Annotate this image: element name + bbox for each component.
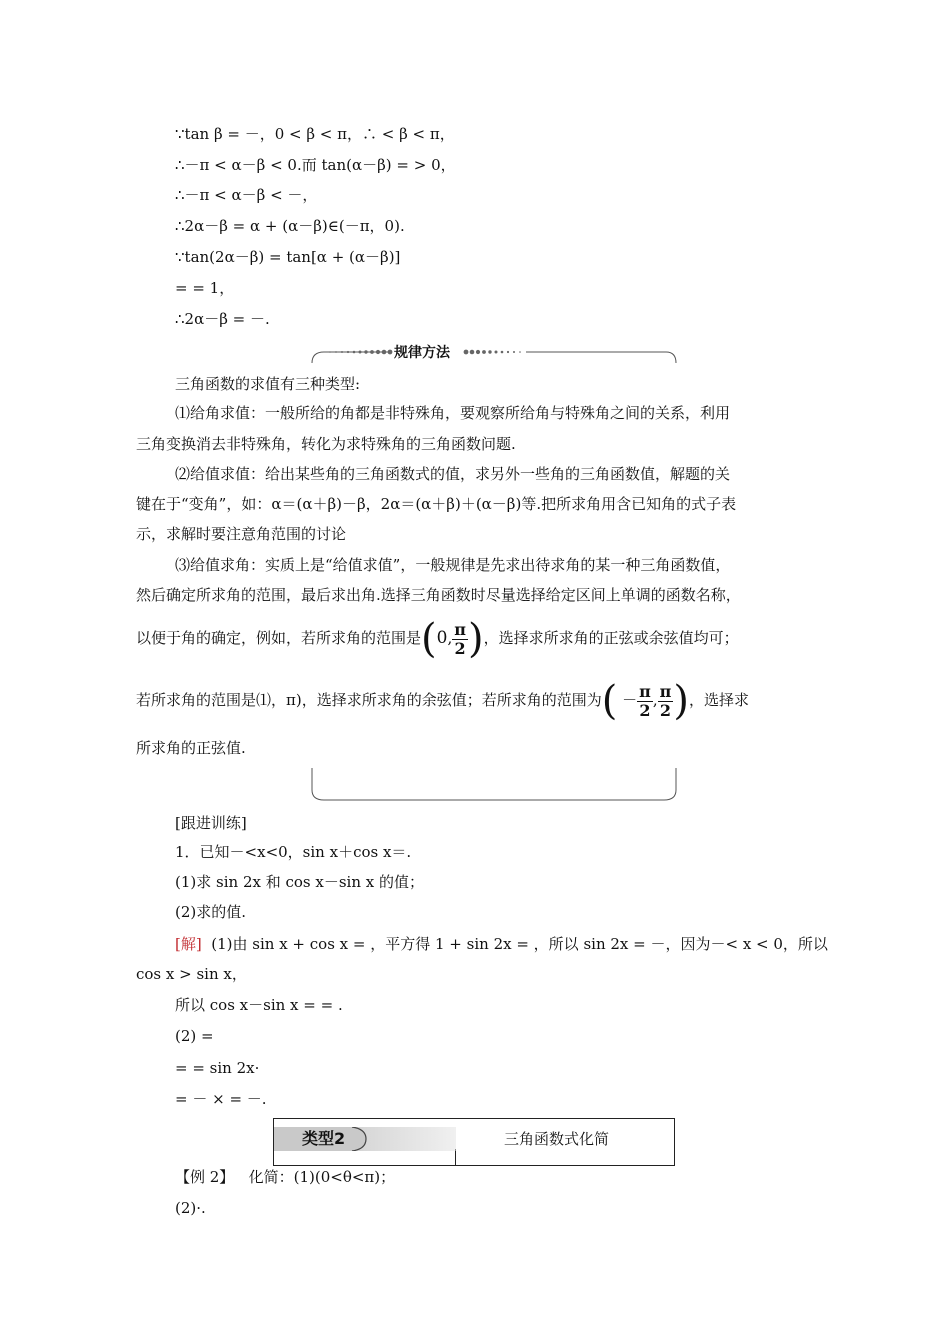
method-p3-line-4-tail: ，选择求: [688, 691, 749, 709]
solution-tag: [解]: [175, 935, 202, 953]
solution-text-5: = = sin 2x·: [175, 1059, 260, 1077]
method-p1-line-1: ⑴给角求值：一般所给的角都是非特殊角，要观察所给角与特殊角之间的关系，利用: [175, 404, 731, 422]
method-box-top-frame: [310, 346, 678, 364]
practice-question-1: 1．已知－<x<0，sin x＋cos x＝.: [175, 843, 412, 861]
solution-text-1: (1)由 sin x + cos x = ，平方得 1 + sin 2x = ，所以 sin 2x = －，因为－< x < 0，所以: [211, 935, 828, 953]
type-tag-label: 类型2: [302, 1129, 346, 1148]
pi-over-two-fraction: $\frac{\pi}{2}$: [454, 619, 466, 658]
type-section-title: 三角函数式化简: [504, 1130, 610, 1148]
solution-first-line: [175, 934, 828, 954]
neg-pi-over-two-fraction: $\frac{\pi}{2}$: [639, 681, 651, 720]
method-p2-line-2: 键在于“变角”，如：α＝(α＋β)－β，2α＝(α＋β)＋(α－β)等.把所求角用含已知角的式子表: [136, 495, 737, 513]
solution-line-3: ∴－π < α－β < －，: [175, 186, 318, 204]
method-p1-line-2: 三角变换消去非特殊角，转化为求特殊角的三角函数问题.: [136, 435, 516, 453]
practice-question-1a: (1)求 sin 2x 和 cos x－sin x 的值；: [175, 873, 424, 891]
method-box-title: 规律方法: [394, 345, 450, 361]
example-label: 【例 2】: [175, 1168, 235, 1186]
right-paren: ): [467, 616, 484, 662]
method-p3-line-2: 然后确定所求角的范围，最后求出角.选择三角函数时尽量选择给定区间上单调的函数名称，: [136, 586, 741, 604]
practice-question-1b: (2)求的值.: [175, 903, 247, 921]
method-intro: 三角函数的求值有三种类型:: [175, 375, 361, 393]
solution-line-5: ∵tan(2α－β) = tan[α + (α－β)]: [175, 248, 401, 266]
solution-text-6: = － × = －.: [175, 1090, 267, 1108]
example-part-2: (2)·.: [175, 1199, 206, 1217]
type-divider: [455, 1151, 456, 1166]
left-paren: (: [421, 616, 437, 662]
method-p2-line-3: 示，求解时要注意角范围的讨论: [136, 525, 347, 543]
method-p3-line-1: ⑶给值求角：实质上是“给值求值”，一般规律是先求出待求角的某一种三角函数值，: [175, 556, 731, 574]
method-p3-line-3-tail: ，选择求所求角的正弦或余弦值均可；: [483, 629, 739, 647]
method-box-bottom-frame: [310, 766, 678, 802]
method-p3-line-4-text: 若所求角的范围是⑴，π)，选择求所求角的余弦值；若所求角的范围为: [136, 691, 602, 709]
example-text: 化简：(1)(0<θ<π)；: [248, 1168, 396, 1186]
practice-header: [跟进训练]: [175, 814, 247, 832]
left-paren-2: (: [601, 678, 618, 724]
solution-text-2: cos x > sin x，: [136, 965, 247, 983]
method-p3-line-3: 以便于角的确定，例如，若所求角的范围是(0, $\frac{\pi}{2}$ )，选择求所求角的正弦或余弦值均可；: [136, 616, 739, 662]
method-p2-line-1: ⑵给值求值：给出某些角的三角函数式的值，求另外一些角的三角函数值，解题的关: [175, 465, 731, 483]
type-section-box: [273, 1118, 675, 1166]
pi-over-two-fraction-2: $\frac{\pi}{2}$: [659, 681, 672, 720]
solution-line-7: ∴2α－β = －.: [175, 310, 270, 328]
method-p3-line-4: 若所求角的范围是⑴，π)，选择求所求角的余弦值；若所求角的范围为( － $\frac{\pi}{2}$ , $\frac{\pi}{2}$ )，选择求: [136, 678, 749, 724]
right-paren-2: ): [673, 678, 689, 724]
solution-line-4: ∴2α－β = α + (α－β)∈(－π，0).: [175, 217, 405, 235]
interval-start: 0: [436, 628, 448, 648]
minus-sign: －: [622, 691, 638, 709]
solution-line-2: ∴－π < α－β < 0.而 tan(α－β) = > 0，: [175, 156, 456, 174]
solution-text-3: 所以 cos x－sin x = = .: [175, 996, 343, 1014]
method-p3-line-5: 所求角的正弦值.: [136, 739, 246, 757]
solution-line-6: = = 1，: [175, 279, 235, 297]
example-line: [175, 1167, 395, 1187]
method-p3-line-3-text: 以便于角的确定，例如，若所求角的范围是: [136, 629, 422, 647]
solution-line-1: ∵tan β = －，0 < β < π，∴ < β < π，: [175, 125, 455, 143]
solution-text-4: (2) =: [175, 1027, 214, 1045]
